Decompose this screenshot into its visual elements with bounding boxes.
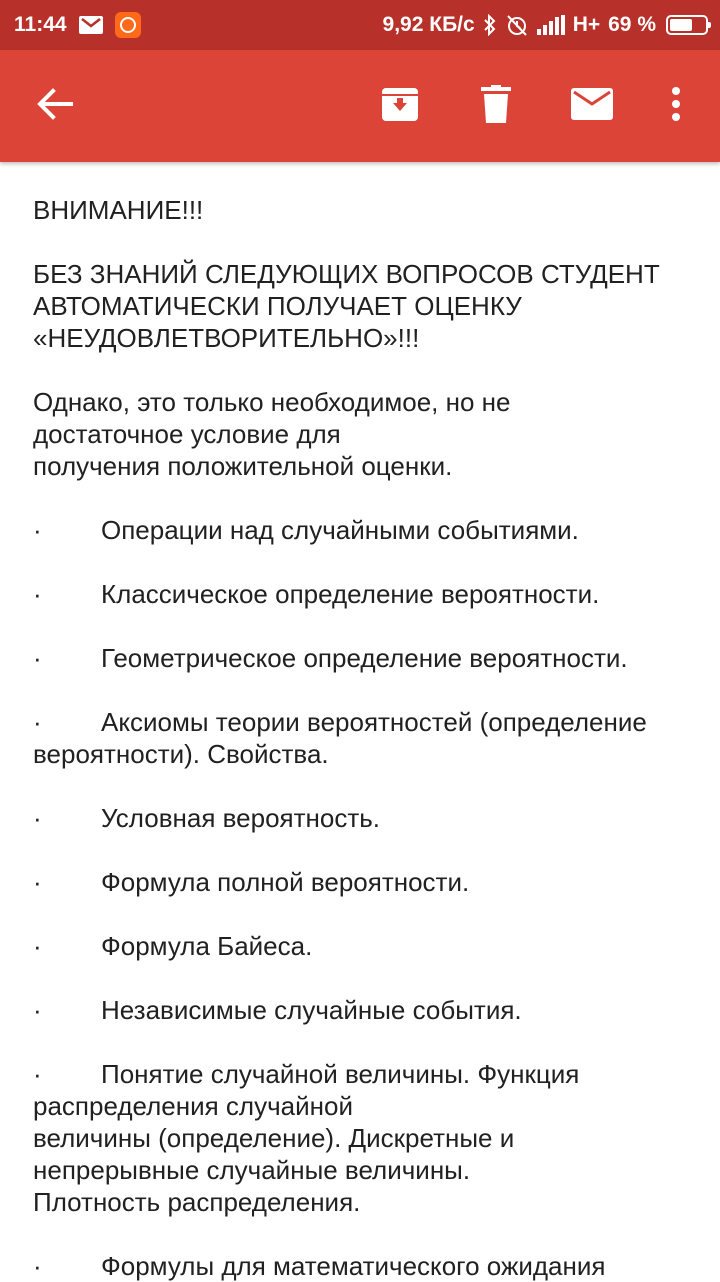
- alarm-off-icon: [505, 14, 529, 36]
- list-item: [33, 930, 693, 962]
- signal-type: H+: [572, 13, 601, 36]
- text-line: АВТОМАТИЧЕСКИ ПОЛУЧАЕТ ОЦЕНКУ: [33, 291, 522, 321]
- list-item: [33, 802, 693, 834]
- delete-icon: [481, 85, 511, 128]
- back-button[interactable]: [20, 50, 90, 162]
- list-item-text: Формулы для математического ожидания: [101, 1251, 606, 1281]
- list-item: [33, 642, 693, 674]
- list-item: [33, 1250, 693, 1282]
- status-bar: [0, 0, 720, 50]
- status-right: [383, 0, 708, 50]
- battery-fill: [670, 19, 692, 31]
- text-line: Плотность распределения.: [33, 1187, 361, 1217]
- text-line: величины (определение). Дискретные и: [33, 1123, 515, 1153]
- bluetooth-icon: [483, 14, 497, 36]
- gmail-icon: [79, 16, 103, 34]
- mark-unread-icon: [571, 88, 613, 125]
- bullet-marker: ·: [33, 515, 42, 545]
- text-line: распределения случайной: [33, 1091, 353, 1121]
- text-line: получения положительной оценки.: [33, 451, 453, 481]
- list-item-text: Формула полной вероятности.: [101, 867, 470, 897]
- bullet-marker: ·: [33, 707, 42, 737]
- toolbar: [0, 50, 720, 162]
- bullet-marker: ·: [33, 803, 42, 833]
- bullet-marker: ·: [33, 579, 42, 609]
- archive-icon: [381, 86, 419, 127]
- list-item-text: Геометрическое определение вероятности.: [101, 643, 628, 673]
- list-item-text: Классическое определение вероятности.: [101, 579, 600, 609]
- list-item: [33, 706, 693, 770]
- mark-unread-button[interactable]: [557, 50, 627, 162]
- list-item-text: Условная вероятность.: [101, 803, 381, 833]
- bullet-marker: ·: [33, 995, 42, 1025]
- note-block: [33, 386, 693, 482]
- email-heading: ВНИМАНИЕ!!!: [33, 195, 204, 225]
- bullet-marker: ·: [33, 931, 42, 961]
- app-notification-icon: [115, 12, 141, 38]
- email-body: [33, 162, 693, 1282]
- bullet-marker: ·: [33, 643, 42, 673]
- more-vert-icon: [671, 87, 681, 126]
- list-item: [33, 1058, 693, 1218]
- list-item: [33, 514, 693, 546]
- text-line: Однако, это только необходимое, но не: [33, 387, 511, 417]
- signal-icon: [537, 15, 565, 35]
- text-line: достаточное условие для: [33, 419, 341, 449]
- list-item-text: Операции над случайными событиями.: [101, 515, 579, 545]
- battery-percent: 69 %: [608, 13, 656, 36]
- battery-icon: [666, 15, 708, 35]
- status-left: [14, 0, 141, 50]
- text-line: «НЕУДОВЛЕТВОРИТЕЛЬНО»!!!: [33, 323, 420, 353]
- list-item-text: Аксиомы теории вероятностей (определение: [101, 707, 647, 737]
- list-item-text: Независимые случайные события.: [101, 995, 522, 1025]
- warning-block: [33, 258, 693, 354]
- list-item-text: Формула Байеса.: [101, 931, 313, 961]
- bullet-marker: ·: [33, 1251, 42, 1281]
- more-options-button[interactable]: [641, 50, 711, 162]
- network-speed: 9,92 КБ/с: [382, 13, 475, 36]
- list-item: [33, 578, 693, 610]
- text-line: БЕЗ ЗНАНИЙ СЛЕДУЮЩИХ ВОПРОСОВ СТУДЕНТ: [33, 259, 660, 289]
- list-item: [33, 866, 693, 898]
- bullet-marker: ·: [33, 1059, 42, 1089]
- list-item-text: Понятие случайной величины. Функция: [101, 1059, 580, 1089]
- archive-button[interactable]: [365, 50, 435, 162]
- topic-list: [33, 514, 693, 1282]
- back-arrow-icon: [37, 88, 73, 125]
- text-line: вероятности). Свойства.: [33, 739, 329, 769]
- status-time: 11:44: [14, 13, 67, 36]
- delete-button[interactable]: [461, 50, 531, 162]
- bullet-marker: ·: [33, 867, 42, 897]
- text-line: непрерывные случайные величины.: [33, 1155, 471, 1185]
- list-item: [33, 994, 693, 1026]
